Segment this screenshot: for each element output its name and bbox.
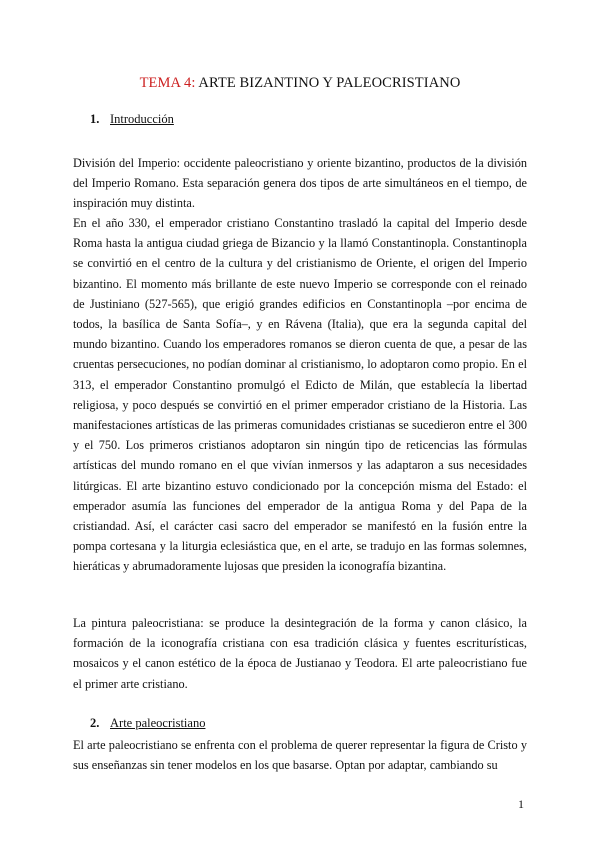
page-number: 1 [518,797,524,811]
section-heading-introduccion [90,111,174,127]
section-number: 1. [90,112,100,126]
page-title [0,74,600,92]
paragraph-arte-paleocristiano: El arte paleocristiano se enfrenta con el problema de querer representar la figura de Cristo y sus enseñanzas sin tener modelos en los que basarse. Optan por adaptar, cambiando su [73,738,527,773]
title-main: ARTE BIZANTINO Y PALEOCRISTIANO [195,75,461,91]
section-number: 2. [90,716,100,730]
section-title: Introducción [110,112,174,126]
section-heading-arte-paleocristiano [90,715,205,731]
paragraph-pintura: La pintura paleocristiana: se produce la desintegración de la forma y canon clásico, la formación de la iconografía cristiana con esa tradición clásica y fuentes escriturísticas, mosaicos y el canon estético de la época de Justianao y Teodora. El arte paleocristiano fue el primer arte cristiano. [73,616,527,691]
section-title: Arte paleocristiano [110,716,206,730]
title-prefix: TEMA 4: [139,75,196,91]
paragraph-historia: En el año 330, el emperador cristiano Constantino trasladó la capital del Imperio desde Roma hasta la antigua ciudad griega de Bizancio y la llamó Constantinopla. Constantinopla se convirtió en el centro de la cultura y del cristianismo de Oriente, el origen del Imperio bizantino. El momento más brillante de este nuevo Imperio se corresponde con el reinado de Justiniano (527-565), que erigió grandes edificios en Constantinopla –por encima de todos, la basílica de Santa Sofía–, y en Rávena (Italia), que era la segunda capital del mundo bizantino. Cuando los emperadores romanos se dieron cuenta de que, a pesar de las cruentas persecuciones, no podían dominar al cristianismo, lo adoptaron como propio. En el 313, el emperador Constantino promulgó el Edicto de Milán, que establecía la libertad religiosa, y poco después se convirtió en el primer emperador cristiano de la Historia. Las manifestaciones artísticas de las primeras comunidades cristianas se sucedieron entre el 300 y el 750. Los primeros cristianos adoptaron sin ningún tipo de reticencias las fórmulas artísticas del mundo romano en el que vivían inmersos y las adaptaron a sus necesidades litúrgicas. El arte bizantino estuvo condicionado por la concepción misma del Estado: el emperador asumía las funciones del emperador de la antigua Roma y del Papa de la cristiandad. Así, el carácter casi sacro del emperador se manifestó en la fusión entre la pompa cortesana y la liturgia eclesiástica que, en el arte, se tradujo en las formas solemnes, hieráticas y abrumadoramente lujosas que presiden la iconografía bizantina. [73,216,527,574]
paragraph-division: División del Imperio: occidente paleocristiano y oriente bizantino, productos de la división del Imperio Romano. Esta separación genera dos tipos de arte simultáneos en el tiempo, de inspiración muy distinta. [73,156,527,211]
